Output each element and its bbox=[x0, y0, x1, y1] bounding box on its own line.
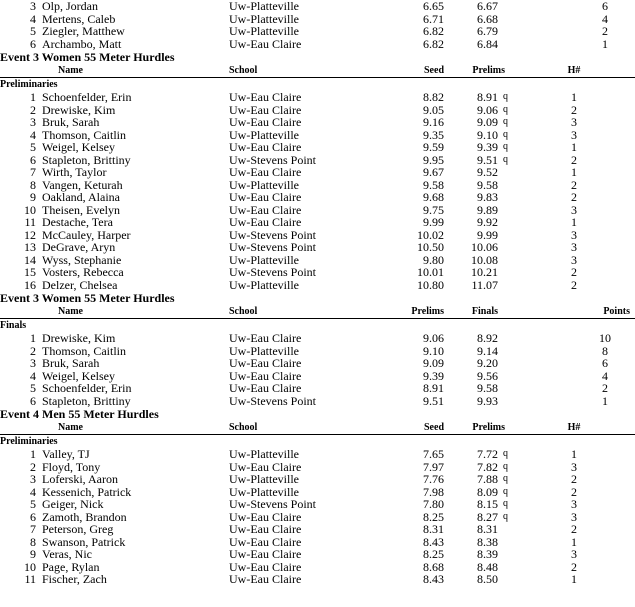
prelims-cell: 9.58 bbox=[477, 177, 498, 192]
school-cell: Uw-Eau Claire bbox=[229, 559, 302, 574]
athlete-name: Theisen, Evelyn bbox=[42, 202, 120, 217]
seed-cell: 6.82 bbox=[423, 24, 444, 38]
seed-cell: 10.50 bbox=[417, 240, 444, 254]
prelims-cell: 10.21 bbox=[471, 265, 498, 279]
previous-event-rows bbox=[0, 0, 635, 50]
points-cell: 4 bbox=[602, 11, 608, 26]
prelims-cell: 9.83 bbox=[477, 190, 498, 204]
heat-cell: 2 bbox=[571, 102, 577, 117]
prelims-cell: 6.79 bbox=[477, 24, 498, 38]
event3-phase-finals: Finals bbox=[0, 320, 27, 331]
heat-cell: 3 bbox=[571, 127, 577, 142]
table-row bbox=[0, 266, 635, 279]
athlete-name: Vosters, Rebecca bbox=[42, 265, 124, 279]
school-cell: Uw-Platteville bbox=[229, 343, 299, 358]
school-cell: Uw-Eau Claire bbox=[229, 215, 302, 229]
seed-cell: 7.98 bbox=[423, 484, 444, 499]
table-row bbox=[0, 38, 635, 51]
col-heat: H# bbox=[567, 65, 581, 76]
qualifier-mark: q bbox=[503, 473, 508, 484]
athlete-name: Bruk, Sarah bbox=[42, 356, 100, 370]
finals-cell: 9.56 bbox=[477, 368, 498, 383]
prelims-cell: 7.82 bbox=[477, 459, 498, 474]
table-row bbox=[0, 498, 635, 511]
athlete-name: Thomson, Caitlin bbox=[42, 343, 126, 358]
heat-cell: 1 bbox=[571, 447, 577, 461]
prelims-cell: 8.38 bbox=[477, 534, 498, 549]
school-cell: Uw-Stevens Point bbox=[229, 152, 316, 167]
table-row bbox=[0, 332, 635, 345]
place-cell: 13 bbox=[24, 240, 36, 254]
prelims-cell: 8.27 bbox=[477, 509, 498, 524]
table-row bbox=[0, 241, 635, 254]
seed-cell: 10.01 bbox=[417, 265, 444, 279]
school-cell: Uw-Stevens Point bbox=[229, 240, 316, 254]
place-cell: 4 bbox=[30, 368, 36, 383]
table-row bbox=[0, 116, 635, 129]
table-row bbox=[0, 536, 635, 549]
qualifier-mark: q bbox=[503, 485, 508, 497]
prelims-cell: 8.39 bbox=[477, 547, 498, 561]
seed-cell: 6.71 bbox=[423, 11, 444, 26]
qualifier-mark: q bbox=[503, 460, 508, 472]
athlete-name: McCauley, Harper bbox=[42, 227, 131, 242]
prelims-cell: 6.67 bbox=[477, 0, 498, 13]
col-prelims: Prelims bbox=[411, 306, 444, 317]
event4-prelims-title: Event 4 Men 55 Meter Hurdles bbox=[0, 407, 159, 421]
seed-cell: 6.65 bbox=[423, 0, 444, 13]
prelims-cell: 10.06 bbox=[471, 240, 498, 254]
seed-cell: 9.05 bbox=[423, 102, 444, 117]
place-cell: 4 bbox=[30, 11, 36, 26]
seed-cell: 8.43 bbox=[423, 572, 444, 586]
heat-cell: 1 bbox=[571, 165, 577, 179]
seed-cell: 8.68 bbox=[423, 559, 444, 574]
athlete-name: Page, Rylan bbox=[42, 559, 100, 574]
place-cell: 2 bbox=[30, 102, 36, 117]
seed-cell: 8.25 bbox=[423, 547, 444, 561]
prelims-cell: 8.31 bbox=[477, 522, 498, 536]
col-school: School bbox=[229, 306, 258, 317]
place-cell: 5 bbox=[30, 24, 36, 38]
heat-cell: 3 bbox=[571, 497, 577, 511]
table-row bbox=[0, 25, 635, 38]
place-cell: 10 bbox=[24, 559, 36, 574]
school-cell: Uw-Eau Claire bbox=[229, 509, 302, 524]
col-prelims: Prelims bbox=[472, 422, 505, 433]
athlete-name: Floyd, Tony bbox=[42, 459, 101, 474]
heat-cell: 2 bbox=[571, 472, 577, 486]
place-cell: 6 bbox=[30, 509, 36, 524]
col-school: School bbox=[229, 65, 258, 76]
place-cell: 3 bbox=[30, 356, 36, 370]
finals-cell: 8.92 bbox=[477, 331, 498, 345]
prelims-cell: 8.91 bbox=[477, 90, 498, 104]
athlete-name: Mertens, Caleb bbox=[42, 11, 116, 26]
place-cell: 8 bbox=[30, 177, 36, 192]
heat-cell: 2 bbox=[571, 484, 577, 499]
athlete-name: Fischer, Zach bbox=[42, 572, 107, 586]
col-points: Points bbox=[603, 306, 630, 317]
table-row bbox=[0, 191, 635, 204]
place-cell: 12 bbox=[24, 227, 36, 242]
heat-cell: 3 bbox=[571, 459, 577, 474]
prelims-cell: 9.10 bbox=[423, 343, 444, 358]
points-cell: 6 bbox=[602, 356, 608, 370]
place-cell: 3 bbox=[30, 115, 36, 129]
place-cell: 6 bbox=[30, 152, 36, 167]
finals-cell: 9.93 bbox=[477, 393, 498, 408]
place-cell: 7 bbox=[30, 165, 36, 179]
event4-prelims-header bbox=[0, 421, 635, 435]
qualifier-mark: q bbox=[503, 103, 508, 115]
prelims-cell: 9.51 bbox=[477, 152, 498, 167]
heat-cell: 3 bbox=[571, 252, 577, 267]
points-cell: 1 bbox=[602, 36, 608, 51]
seed-cell: 9.95 bbox=[423, 152, 444, 167]
finals-cell: 9.58 bbox=[477, 381, 498, 395]
heat-cell: 2 bbox=[571, 177, 577, 192]
place-cell: 16 bbox=[24, 277, 36, 292]
event3-prelims-header bbox=[0, 64, 635, 78]
athlete-name: DeGrave, Aryn bbox=[42, 240, 116, 254]
school-cell: Uw-Eau Claire bbox=[229, 356, 302, 370]
seed-cell: 8.82 bbox=[423, 90, 444, 104]
school-cell: Uw-Platteville bbox=[229, 24, 299, 38]
prelims-cell: 8.48 bbox=[477, 559, 498, 574]
qualifier-mark: q bbox=[503, 510, 508, 522]
col-finals: Finals bbox=[471, 306, 498, 317]
qualifier-mark: q bbox=[503, 141, 508, 152]
heat-cell: 1 bbox=[571, 140, 577, 154]
school-cell: Uw-Platteville bbox=[229, 177, 299, 192]
heat-cell: 3 bbox=[571, 240, 577, 254]
athlete-name: Drewiske, Kim bbox=[42, 102, 116, 117]
prelims-cell: 9.99 bbox=[477, 227, 498, 242]
heat-cell: 2 bbox=[571, 277, 577, 292]
points-cell: 2 bbox=[602, 381, 608, 395]
school-cell: Uw-Eau Claire bbox=[229, 572, 302, 586]
finals-cell: 9.14 bbox=[477, 343, 498, 358]
seed-cell: 10.02 bbox=[417, 227, 444, 242]
place-cell: 11 bbox=[24, 215, 36, 229]
athlete-name: Bruk, Sarah bbox=[42, 115, 100, 129]
col-name: Name bbox=[58, 65, 83, 76]
place-cell: 5 bbox=[30, 497, 36, 511]
table-row bbox=[0, 382, 635, 395]
athlete-name: Weigel, Kelsey bbox=[42, 368, 116, 383]
school-cell: Uw-Platteville bbox=[229, 447, 299, 461]
prelims-cell: 6.68 bbox=[477, 11, 498, 26]
school-cell: Uw-Eau Claire bbox=[229, 165, 302, 179]
place-cell: 5 bbox=[30, 140, 36, 154]
seed-cell: 8.31 bbox=[423, 522, 444, 536]
school-cell: Uw-Platteville bbox=[229, 11, 299, 26]
school-cell: Uw-Eau Claire bbox=[229, 202, 302, 217]
finals-cell: 9.20 bbox=[477, 356, 498, 370]
athlete-name: Swanson, Patrick bbox=[42, 534, 126, 549]
seed-cell: 9.59 bbox=[423, 140, 444, 154]
place-cell: 2 bbox=[30, 343, 36, 358]
place-cell: 14 bbox=[24, 252, 36, 267]
place-cell: 15 bbox=[24, 265, 36, 279]
col-school: School bbox=[229, 422, 258, 433]
heat-cell: 3 bbox=[571, 115, 577, 129]
prelims-cell: 9.10 bbox=[477, 127, 498, 142]
athlete-name: Schoenfelder, Erin bbox=[42, 381, 132, 395]
col-seed: Seed bbox=[424, 65, 444, 76]
table-row bbox=[0, 573, 635, 586]
prelims-cell: 7.72 bbox=[477, 447, 498, 461]
table-row bbox=[0, 91, 635, 104]
qualifier-mark: q bbox=[503, 498, 508, 509]
event3-finals-title: Event 3 Women 55 Meter Hurdles bbox=[0, 291, 175, 305]
place-cell: 3 bbox=[30, 472, 36, 486]
table-row bbox=[0, 548, 635, 561]
prelims-cell: 9.06 bbox=[423, 331, 444, 345]
place-cell: 2 bbox=[30, 459, 36, 474]
points-cell: 2 bbox=[602, 24, 608, 38]
place-cell: 8 bbox=[30, 534, 36, 549]
table-row bbox=[0, 523, 635, 536]
event3-prelims-rows bbox=[0, 91, 635, 291]
athlete-name: Olp, Jordan bbox=[42, 0, 98, 13]
place-cell: 6 bbox=[30, 393, 36, 408]
seed-cell: 7.80 bbox=[423, 497, 444, 511]
athlete-name: Zamoth, Brandon bbox=[42, 509, 127, 524]
athlete-name: Ziegler, Matthew bbox=[42, 24, 125, 38]
points-cell: 10 bbox=[599, 331, 611, 345]
seed-cell: 9.99 bbox=[423, 215, 444, 229]
school-cell: Uw-Eau Claire bbox=[229, 459, 302, 474]
place-cell: 4 bbox=[30, 484, 36, 499]
seed-cell: 9.68 bbox=[423, 190, 444, 204]
table-row bbox=[0, 216, 635, 229]
seed-cell: 9.67 bbox=[423, 165, 444, 179]
event4-phase-prelims: Preliminaries bbox=[0, 436, 58, 447]
qualifier-mark: q bbox=[503, 116, 508, 127]
prelims-cell: 11.07 bbox=[471, 277, 498, 292]
points-cell: 4 bbox=[602, 368, 608, 383]
athlete-name: Loferski, Aaron bbox=[42, 472, 118, 486]
heat-cell: 3 bbox=[571, 547, 577, 561]
prelims-cell: 9.92 bbox=[477, 215, 498, 229]
seed-cell: 8.25 bbox=[423, 509, 444, 524]
heat-cell: 3 bbox=[571, 509, 577, 524]
col-seed: Seed bbox=[424, 422, 444, 433]
seed-cell: 6.82 bbox=[423, 36, 444, 51]
prelims-cell: 8.91 bbox=[423, 381, 444, 395]
col-name: Name bbox=[58, 422, 83, 433]
col-prelims: Prelims bbox=[472, 65, 505, 76]
heat-cell: 2 bbox=[571, 152, 577, 167]
qualifier-mark: q bbox=[503, 153, 508, 165]
school-cell: Uw-Eau Claire bbox=[229, 331, 302, 345]
school-cell: Uw-Eau Claire bbox=[229, 368, 302, 383]
qualifier-mark: q bbox=[503, 128, 508, 140]
place-cell: 1 bbox=[30, 331, 36, 345]
heat-cell: 2 bbox=[571, 190, 577, 204]
col-name: Name bbox=[58, 306, 83, 317]
athlete-name: Vangen, Keturah bbox=[42, 177, 123, 192]
place-cell: 7 bbox=[30, 522, 36, 536]
table-row bbox=[0, 448, 635, 461]
heat-cell: 1 bbox=[571, 534, 577, 549]
school-cell: Uw-Platteville bbox=[229, 127, 299, 142]
school-cell: Uw-Stevens Point bbox=[229, 497, 316, 511]
heat-cell: 1 bbox=[571, 90, 577, 104]
athlete-name: Drewiske, Kim bbox=[42, 331, 116, 345]
school-cell: Uw-Eau Claire bbox=[229, 36, 302, 51]
school-cell: Uw-Eau Claire bbox=[229, 522, 302, 536]
school-cell: Uw-Stevens Point bbox=[229, 227, 316, 242]
seed-cell: 9.35 bbox=[423, 127, 444, 142]
place-cell: 1 bbox=[30, 90, 36, 104]
athlete-name: Stapleton, Brittiny bbox=[42, 152, 131, 167]
school-cell: Uw-Platteville bbox=[229, 252, 299, 267]
school-cell: Uw-Eau Claire bbox=[229, 534, 302, 549]
athlete-name: Delzer, Chelsea bbox=[42, 277, 118, 292]
school-cell: Uw-Eau Claire bbox=[229, 115, 302, 129]
table-row bbox=[0, 395, 635, 408]
place-cell: 9 bbox=[30, 190, 36, 204]
place-cell: 5 bbox=[30, 381, 36, 395]
place-cell: 9 bbox=[30, 547, 36, 561]
athlete-name: Thomson, Caitlin bbox=[42, 127, 126, 142]
athlete-name: Valley, TJ bbox=[42, 447, 90, 461]
place-cell: 1 bbox=[30, 447, 36, 461]
place-cell: 10 bbox=[24, 202, 36, 217]
table-row bbox=[0, 279, 635, 292]
athlete-name: Wyss, Stephanie bbox=[42, 252, 122, 267]
table-row bbox=[0, 473, 635, 486]
table-row bbox=[0, 357, 635, 370]
points-cell: 1 bbox=[602, 393, 608, 408]
seed-cell: 7.76 bbox=[423, 472, 444, 486]
athlete-name: Peterson, Greg bbox=[42, 522, 114, 536]
heat-cell: 1 bbox=[571, 572, 577, 586]
place-cell: 11 bbox=[24, 572, 36, 586]
athlete-name: Kessenich, Patrick bbox=[42, 484, 132, 499]
event3-finals-rows bbox=[0, 332, 635, 407]
athlete-name: Stapleton, Brittiny bbox=[42, 393, 131, 408]
athlete-name: Veras, Nic bbox=[42, 547, 92, 561]
seed-cell: 8.43 bbox=[423, 534, 444, 549]
school-cell: Uw-Stevens Point bbox=[229, 393, 316, 408]
school-cell: Uw-Eau Claire bbox=[229, 381, 302, 395]
col-heat: H# bbox=[567, 422, 581, 433]
athlete-name: Schoenfelder, Erin bbox=[42, 90, 132, 104]
points-cell: 6 bbox=[602, 0, 608, 13]
school-cell: Uw-Eau Claire bbox=[229, 90, 302, 104]
prelims-cell: 9.52 bbox=[477, 165, 498, 179]
school-cell: Uw-Stevens Point bbox=[229, 265, 316, 279]
points-cell: 8 bbox=[602, 343, 608, 358]
heat-cell: 3 bbox=[571, 227, 577, 242]
athlete-name: Geiger, Nick bbox=[42, 497, 104, 511]
prelims-cell: 10.08 bbox=[471, 252, 498, 267]
seed-cell: 10.80 bbox=[417, 277, 444, 292]
athlete-name: Oakland, Alaina bbox=[42, 190, 120, 204]
athlete-name: Wirth, Taylor bbox=[42, 165, 107, 179]
prelims-cell: 9.09 bbox=[423, 356, 444, 370]
seed-cell: 7.97 bbox=[423, 459, 444, 474]
prelims-cell: 6.84 bbox=[477, 36, 498, 51]
table-row bbox=[0, 0, 635, 13]
seed-cell: 7.65 bbox=[423, 447, 444, 461]
event4-prelims-rows bbox=[0, 448, 635, 586]
school-cell: Uw-Eau Claire bbox=[229, 190, 302, 204]
school-cell: Uw-Eau Claire bbox=[229, 102, 302, 117]
seed-cell: 9.58 bbox=[423, 177, 444, 192]
school-cell: Uw-Platteville bbox=[229, 472, 299, 486]
place-cell: 3 bbox=[30, 0, 36, 13]
school-cell: Uw-Platteville bbox=[229, 484, 299, 499]
table-row bbox=[0, 166, 635, 179]
school-cell: Uw-Platteville bbox=[229, 0, 299, 13]
event3-prelims-title: Event 3 Women 55 Meter Hurdles bbox=[0, 50, 175, 64]
athlete-name: Weigel, Kelsey bbox=[42, 140, 116, 154]
school-cell: Uw-Eau Claire bbox=[229, 140, 302, 154]
prelims-cell: 8.50 bbox=[477, 572, 498, 586]
prelims-cell: 9.06 bbox=[477, 102, 498, 117]
heat-cell: 2 bbox=[571, 265, 577, 279]
prelims-cell: 9.51 bbox=[423, 393, 444, 408]
seed-cell: 9.16 bbox=[423, 115, 444, 129]
place-cell: 4 bbox=[30, 127, 36, 142]
event3-finals-header bbox=[0, 305, 635, 319]
heat-cell: 3 bbox=[571, 202, 577, 217]
table-row bbox=[0, 141, 635, 154]
prelims-cell: 9.39 bbox=[477, 140, 498, 154]
prelims-cell: 9.89 bbox=[477, 202, 498, 217]
school-cell: Uw-Eau Claire bbox=[229, 547, 302, 561]
prelims-cell: 8.15 bbox=[477, 497, 498, 511]
qualifier-mark: q bbox=[503, 448, 508, 459]
place-cell: 6 bbox=[30, 36, 36, 51]
heat-cell: 2 bbox=[571, 522, 577, 536]
event3-phase-prelims: Preliminaries bbox=[0, 79, 58, 90]
seed-cell: 9.80 bbox=[423, 252, 444, 267]
qualifier-mark: q bbox=[503, 91, 508, 102]
heat-cell: 2 bbox=[571, 559, 577, 574]
seed-cell: 9.75 bbox=[423, 202, 444, 217]
school-cell: Uw-Platteville bbox=[229, 277, 299, 292]
prelims-cell: 7.88 bbox=[477, 472, 498, 486]
prelims-cell: 9.09 bbox=[477, 115, 498, 129]
heat-cell: 1 bbox=[571, 215, 577, 229]
athlete-name: Archambo, Matt bbox=[42, 36, 122, 51]
prelims-cell: 9.39 bbox=[423, 368, 444, 383]
athlete-name: Destache, Tera bbox=[42, 215, 113, 229]
prelims-cell: 8.09 bbox=[477, 484, 498, 499]
